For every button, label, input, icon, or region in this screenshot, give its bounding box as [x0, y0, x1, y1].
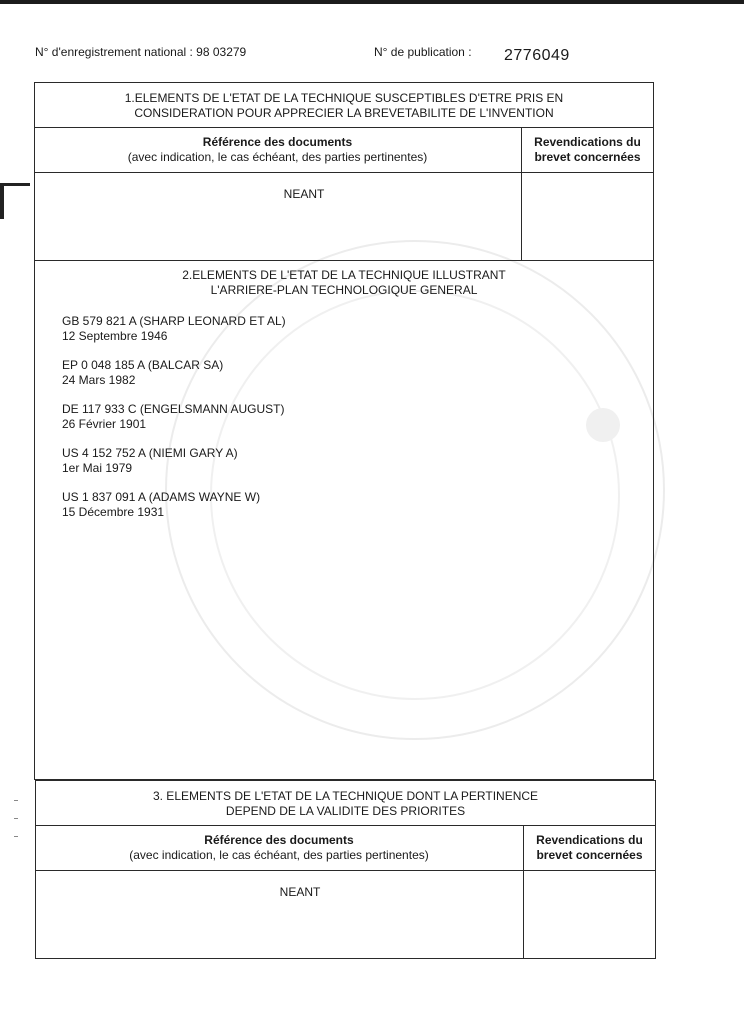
col-claims-line2: brevet concernées [536, 848, 643, 862]
reference-doc: DE 117 933 C (ENGELSMANN AUGUST) [62, 402, 285, 416]
col-ref-subtitle: (avec indication, le cas échéant, des parties pertinentes) [127, 150, 428, 164]
col-claims-line1: Revendications du [534, 135, 641, 149]
reference-list [62, 314, 286, 534]
reference-date: 1er Mai 1979 [62, 461, 133, 475]
reference-item [62, 314, 286, 344]
reference-item [62, 490, 286, 520]
reference-doc: EP 0 048 185 A (BALCAR SA) [62, 358, 224, 372]
reference-doc: GB 579 821 A (SHARP LEONARD ET AL) [62, 314, 286, 328]
section3-title [35, 789, 656, 819]
divider [34, 260, 654, 261]
reference-item [62, 358, 286, 388]
reference-date: 15 Décembre 1931 [62, 505, 165, 519]
scan-edge-mark-vertical [0, 183, 4, 219]
col-ref-title: Référence des documents [204, 833, 354, 847]
divider [35, 825, 656, 826]
reference-doc: US 1 837 091 A (ADAMS WAYNE W) [62, 490, 261, 504]
col-claims-line2: brevet concernées [534, 150, 641, 164]
divider [34, 127, 654, 128]
section1-title [34, 91, 654, 121]
publication-number: 2776049 [504, 47, 570, 64]
section3-col-claims-header [523, 833, 656, 863]
scan-edge-mark [0, 183, 30, 186]
registration-number: N° d'enregistrement national : 98 03279 [35, 45, 247, 59]
scan-top-edge [0, 0, 744, 4]
section1-title-line1: 1.ELEMENTS DE L'ETAT DE LA TECHNIQUE SUSCEPTIBLES D'ETRE PRIS EN [124, 91, 564, 105]
divider [34, 172, 654, 173]
reference-date: 26 Février 1901 [62, 417, 147, 431]
section1-content: NEANT [283, 187, 325, 201]
publication-label: N° de publication : [374, 45, 472, 59]
section3-content: NEANT [279, 885, 321, 899]
section1-col-claims-header [521, 135, 654, 165]
section2-title-line2: L'ARRIERE-PLAN TECHNOLOGIQUE GENERAL [210, 283, 478, 297]
section3-col-ref-header [35, 833, 523, 863]
section2-title [34, 268, 654, 298]
scan-tick [14, 836, 18, 837]
section3-title-line2: DEPEND DE LA VALIDITE DES PRIORITES [225, 804, 466, 818]
section2-title-line1: 2.ELEMENTS DE L'ETAT DE LA TECHNIQUE ILLUSTRANT [182, 268, 506, 282]
divider [35, 870, 656, 871]
col-ref-subtitle: (avec indication, le cas échéant, des parties pertinentes) [129, 848, 429, 862]
scan-tick [14, 800, 18, 801]
section1-col-ref-header [34, 135, 521, 165]
col-claims-line1: Revendications du [536, 833, 643, 847]
reference-date: 12 Septembre 1946 [62, 329, 168, 343]
reference-item [62, 402, 286, 432]
reference-item [62, 446, 286, 476]
section1-title-line2: CONSIDERATION POUR APPRECIER LA BREVETABILITE DE L'INVENTION [134, 106, 554, 120]
col-ref-title: Référence des documents [202, 135, 353, 149]
section3-title-line1: 3. ELEMENTS DE L'ETAT DE LA TECHNIQUE DONT LA PERTINENCE [152, 789, 539, 803]
reference-doc: US 4 152 752 A (NIEMI GARY A) [62, 446, 238, 460]
reference-date: 24 Mars 1982 [62, 373, 136, 387]
scan-tick [14, 818, 18, 819]
